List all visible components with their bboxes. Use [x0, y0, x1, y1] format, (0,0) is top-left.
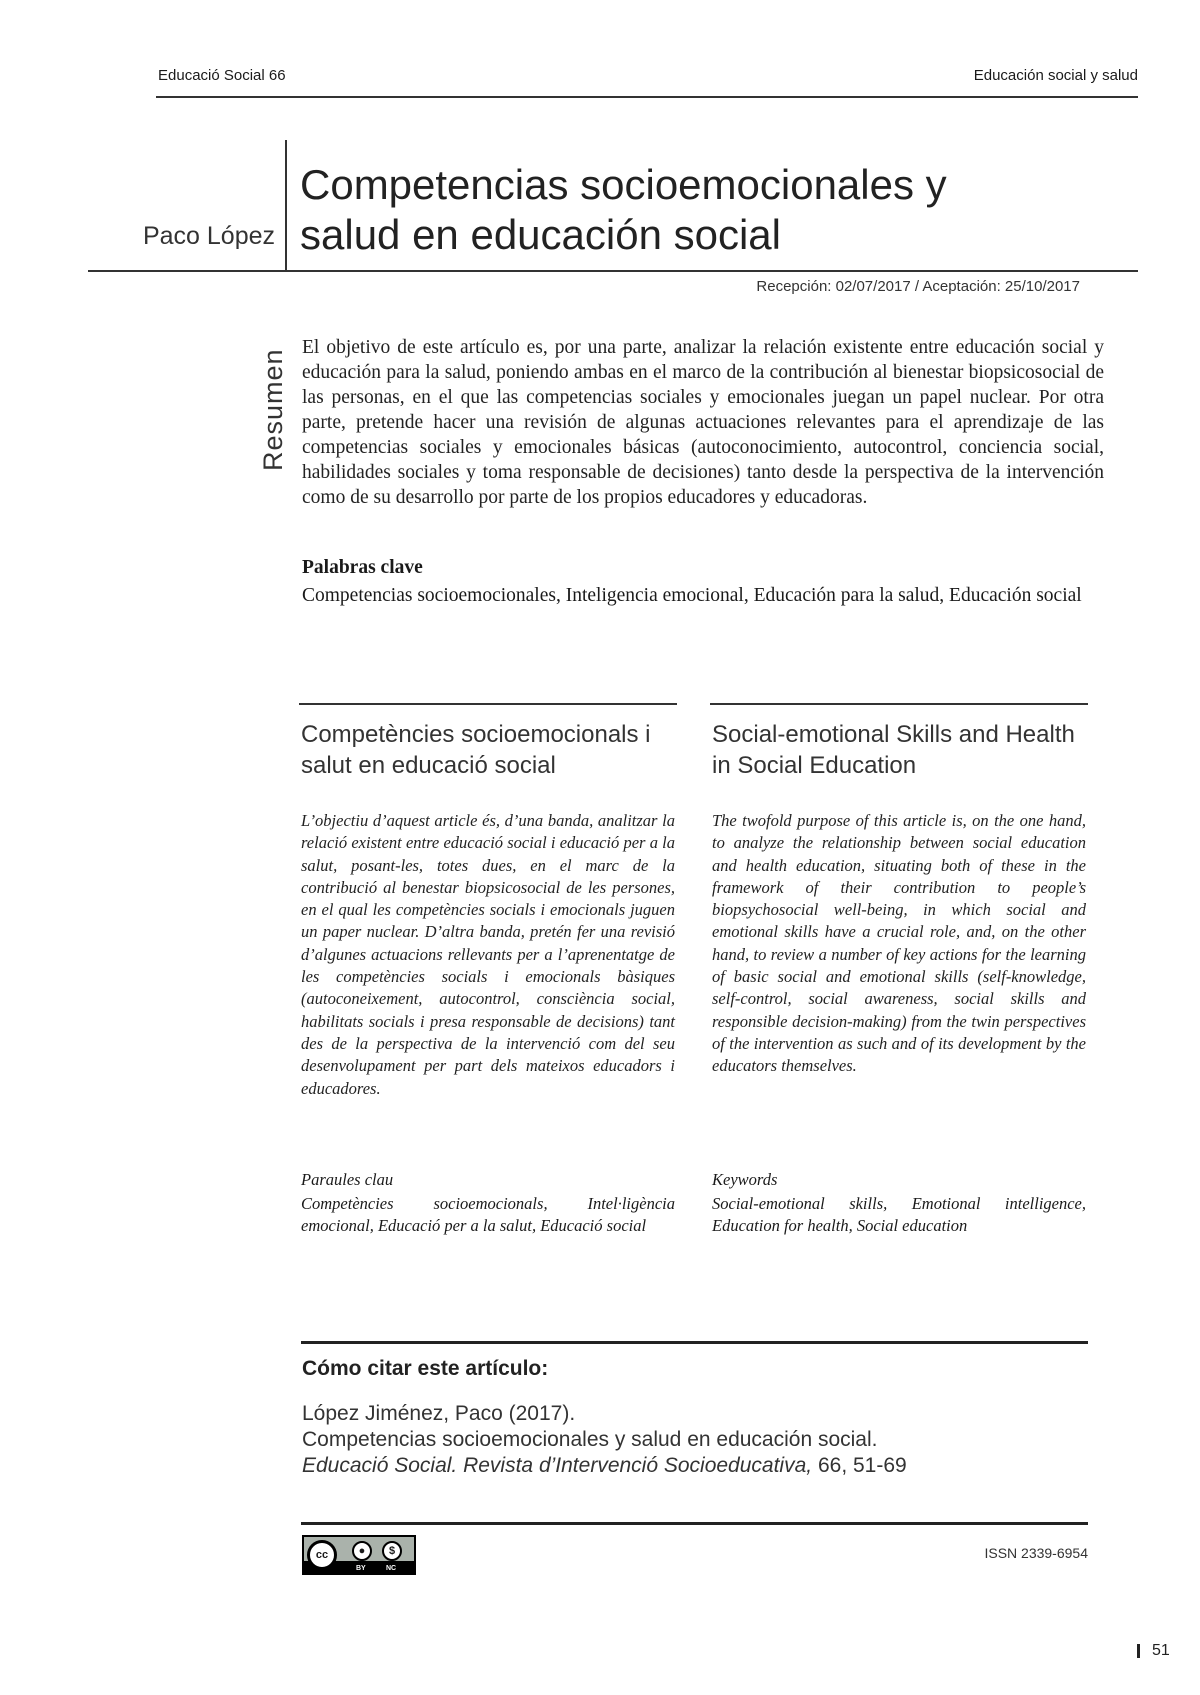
- cc-icon: cc: [307, 1540, 337, 1570]
- cc-nc-label: NC: [386, 1565, 397, 1572]
- author-name: Paco López: [142, 222, 275, 250]
- citation-volume-pages: 66, 51-69: [812, 1454, 907, 1477]
- keywords-en-heading: Keywords: [712, 1170, 778, 1189]
- citation-bottom-divider: [301, 1522, 1088, 1525]
- abstract-en: The twofold purpose of this article is, on the one hand, to analyze the relationship between social education and health education, situating both of these in the framework of their contribution to people’s biopsychosocial well-being, in which social and emotional skills have a crucial role, and, on the other hand, to review a number of key actions for the learning of basic social and emotional skills (self-knowledge, self-control, social awareness, social skills and responsible decision-making) from the twin perspectives of the intervention as such and of its development by the educators themselves.: [712, 811, 1086, 1076]
- keywords-ca: Competències socioemocionals, Intel·ligència emocional, Educació per a la salut, Educació social: [301, 1194, 675, 1236]
- reception-dates: Recepción: 02/07/2017 / Aceptación: 25/10/2017: [756, 278, 1080, 295]
- abstract-ca: L’objectiu d’aquest article és, d’una banda, analitzar la relació existent entre educació social i educació per a la salut, posant-les, totes dues, en el marc de la contribució al benestar biopsicosocial de les persones, en el qual les competències socials i emocionals juguen un paper nuclear. D’altra banda, pretén fer una revisió d’algunes actuacions rellevants per a l’aprenentatge de les competències socials i emocionals bàsiques (autoconeixement, autocontrol, consciència social, habilitats socials i presa responsable de decisions) tant des de la perspectiva de la intervenció com del seu desenvolupament per part dels mateixos educadors i educadores.: [301, 811, 675, 1098]
- english-title: Social-emotional Skills and Health in Social Education: [712, 721, 1075, 779]
- citation-author-year: López Jiménez, Paco (2017).: [302, 1402, 576, 1425]
- running-header-section: Educación social y salud: [973, 67, 1138, 84]
- keywords-es-heading: Palabras clave: [302, 557, 423, 578]
- citation-heading: Cómo citar este artículo:: [302, 1357, 549, 1380]
- citation-journal: Educació Social. Revista d’Intervenció Socioeducativa,: [302, 1454, 813, 1477]
- resumen-label-box: [252, 335, 292, 475]
- citation-source: [302, 1453, 907, 1479]
- catalan-title: Competències socioemocionals i salut en educació social: [301, 721, 651, 779]
- catalan-column-divider: [299, 703, 677, 705]
- article-title-line2: salud en educación social: [300, 211, 781, 258]
- header-divider: [156, 96, 1138, 98]
- resumen-label: Resumen: [258, 348, 288, 471]
- keywords-es: Competencias socioemocionales, Inteligencia emocional, Educación para la salud, Educación social: [302, 585, 1082, 606]
- no-commercial-icon: $: [382, 1541, 402, 1561]
- cc-by-label: BY: [356, 1565, 366, 1572]
- folio-marker: [1137, 1644, 1140, 1658]
- title-vertical-divider: [285, 140, 287, 270]
- person-icon: ●: [352, 1541, 372, 1561]
- citation-title: Competencias socioemocionales y salud en educación social.: [302, 1428, 878, 1451]
- english-column-divider: [710, 703, 1088, 705]
- article-title-line1: Competencias socioemocionales y: [300, 161, 947, 208]
- running-header-journal: Educació Social 66: [158, 67, 286, 84]
- article-title: [300, 160, 1100, 260]
- issn: ISSN 2339-6954: [984, 1545, 1088, 1561]
- citation-top-divider: [301, 1341, 1088, 1344]
- title-divider: [88, 270, 1138, 272]
- keywords-en: Social-emotional skills, Emotional intelligence, Education for health, Social education: [712, 1194, 1086, 1236]
- keywords-ca-heading: Paraules clau: [301, 1170, 394, 1189]
- citation-text: [302, 1401, 907, 1479]
- abstract-es: El objetivo de este artículo es, por una parte, analizar la relación existente entre educación social y educación para la salud, poniendo ambas en el marco de la contribución al bienestar biopsicosocial de las personas, en el que las competencias sociales y emocionales juegan un papel nuclear. Por otra parte, pretende hacer una revisión de algunas actuaciones relevantes para el aprendizaje de las competencias sociales y emocionales básicas (autoconocimiento, autocontrol, conciencia social, habilidades sociales y toma responsable de decisiones) tanto desde la perspectiva de la intervención como de su desarrollo por parte de los propios educadores y educadoras.: [302, 337, 1104, 508]
- page-number: 51: [1152, 1642, 1170, 1659]
- cc-license-badge: [302, 1535, 416, 1575]
